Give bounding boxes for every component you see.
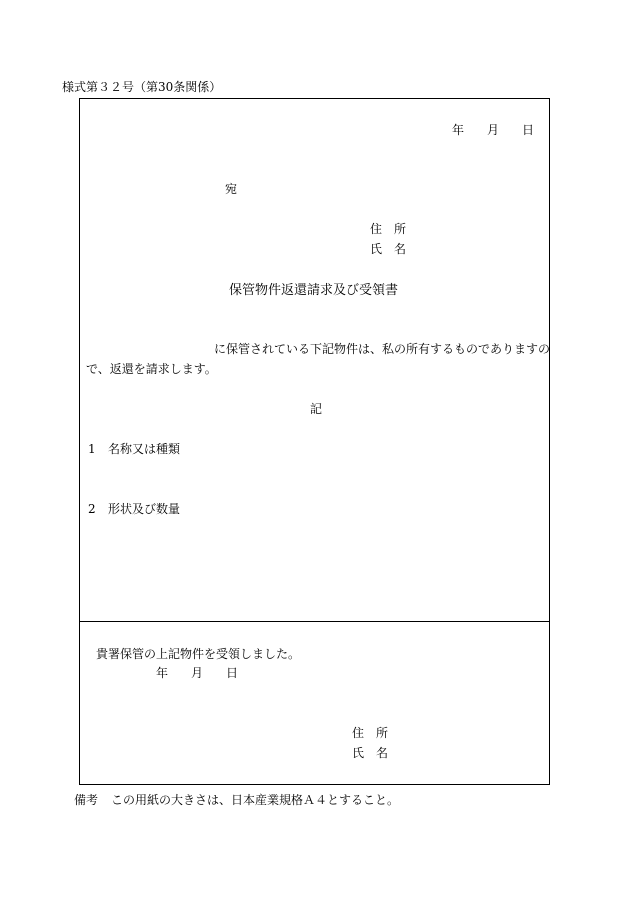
date-year-label: 年 — [452, 123, 465, 137]
note-label: 備考 — [74, 793, 99, 807]
applicant-address-label: 住 所 — [370, 222, 407, 236]
addressee-suffix: 宛 — [225, 182, 238, 196]
receiver-address-label: 住 所 — [352, 726, 389, 740]
section-divider — [79, 621, 550, 622]
receipt-month-label: 月 — [191, 666, 204, 680]
receipt-statement: 貴署保管の上記物件を受領しました。 — [96, 647, 301, 661]
receipt-year-label: 年 — [156, 666, 169, 680]
body-line-2: で、返還を請求します。 — [86, 362, 217, 376]
date-day-label: 日 — [522, 123, 535, 137]
body-line-1: に保管されている下記物件は、私の所有するものでありますの — [214, 342, 551, 356]
date-month-label: 月 — [487, 123, 500, 137]
receiver-name-label: 氏 名 — [352, 746, 389, 760]
document-title: 保管物件返還請求及び受領書 — [229, 283, 399, 298]
item-2-number: 2 — [88, 502, 96, 516]
form-number: 様式第３２号（第30条関係） — [62, 80, 222, 94]
item-1-number: 1 — [88, 442, 96, 456]
item-2-label: 形状及び数量 — [108, 502, 181, 516]
applicant-name-label: 氏 名 — [370, 242, 407, 256]
ki-marker: 記 — [310, 402, 323, 416]
receipt-day-label: 日 — [226, 666, 239, 680]
item-1-label: 名称又は種類 — [108, 442, 181, 456]
note-text: この用紙の大きさは、日本産業規格Ａ４とすること。 — [111, 793, 400, 807]
